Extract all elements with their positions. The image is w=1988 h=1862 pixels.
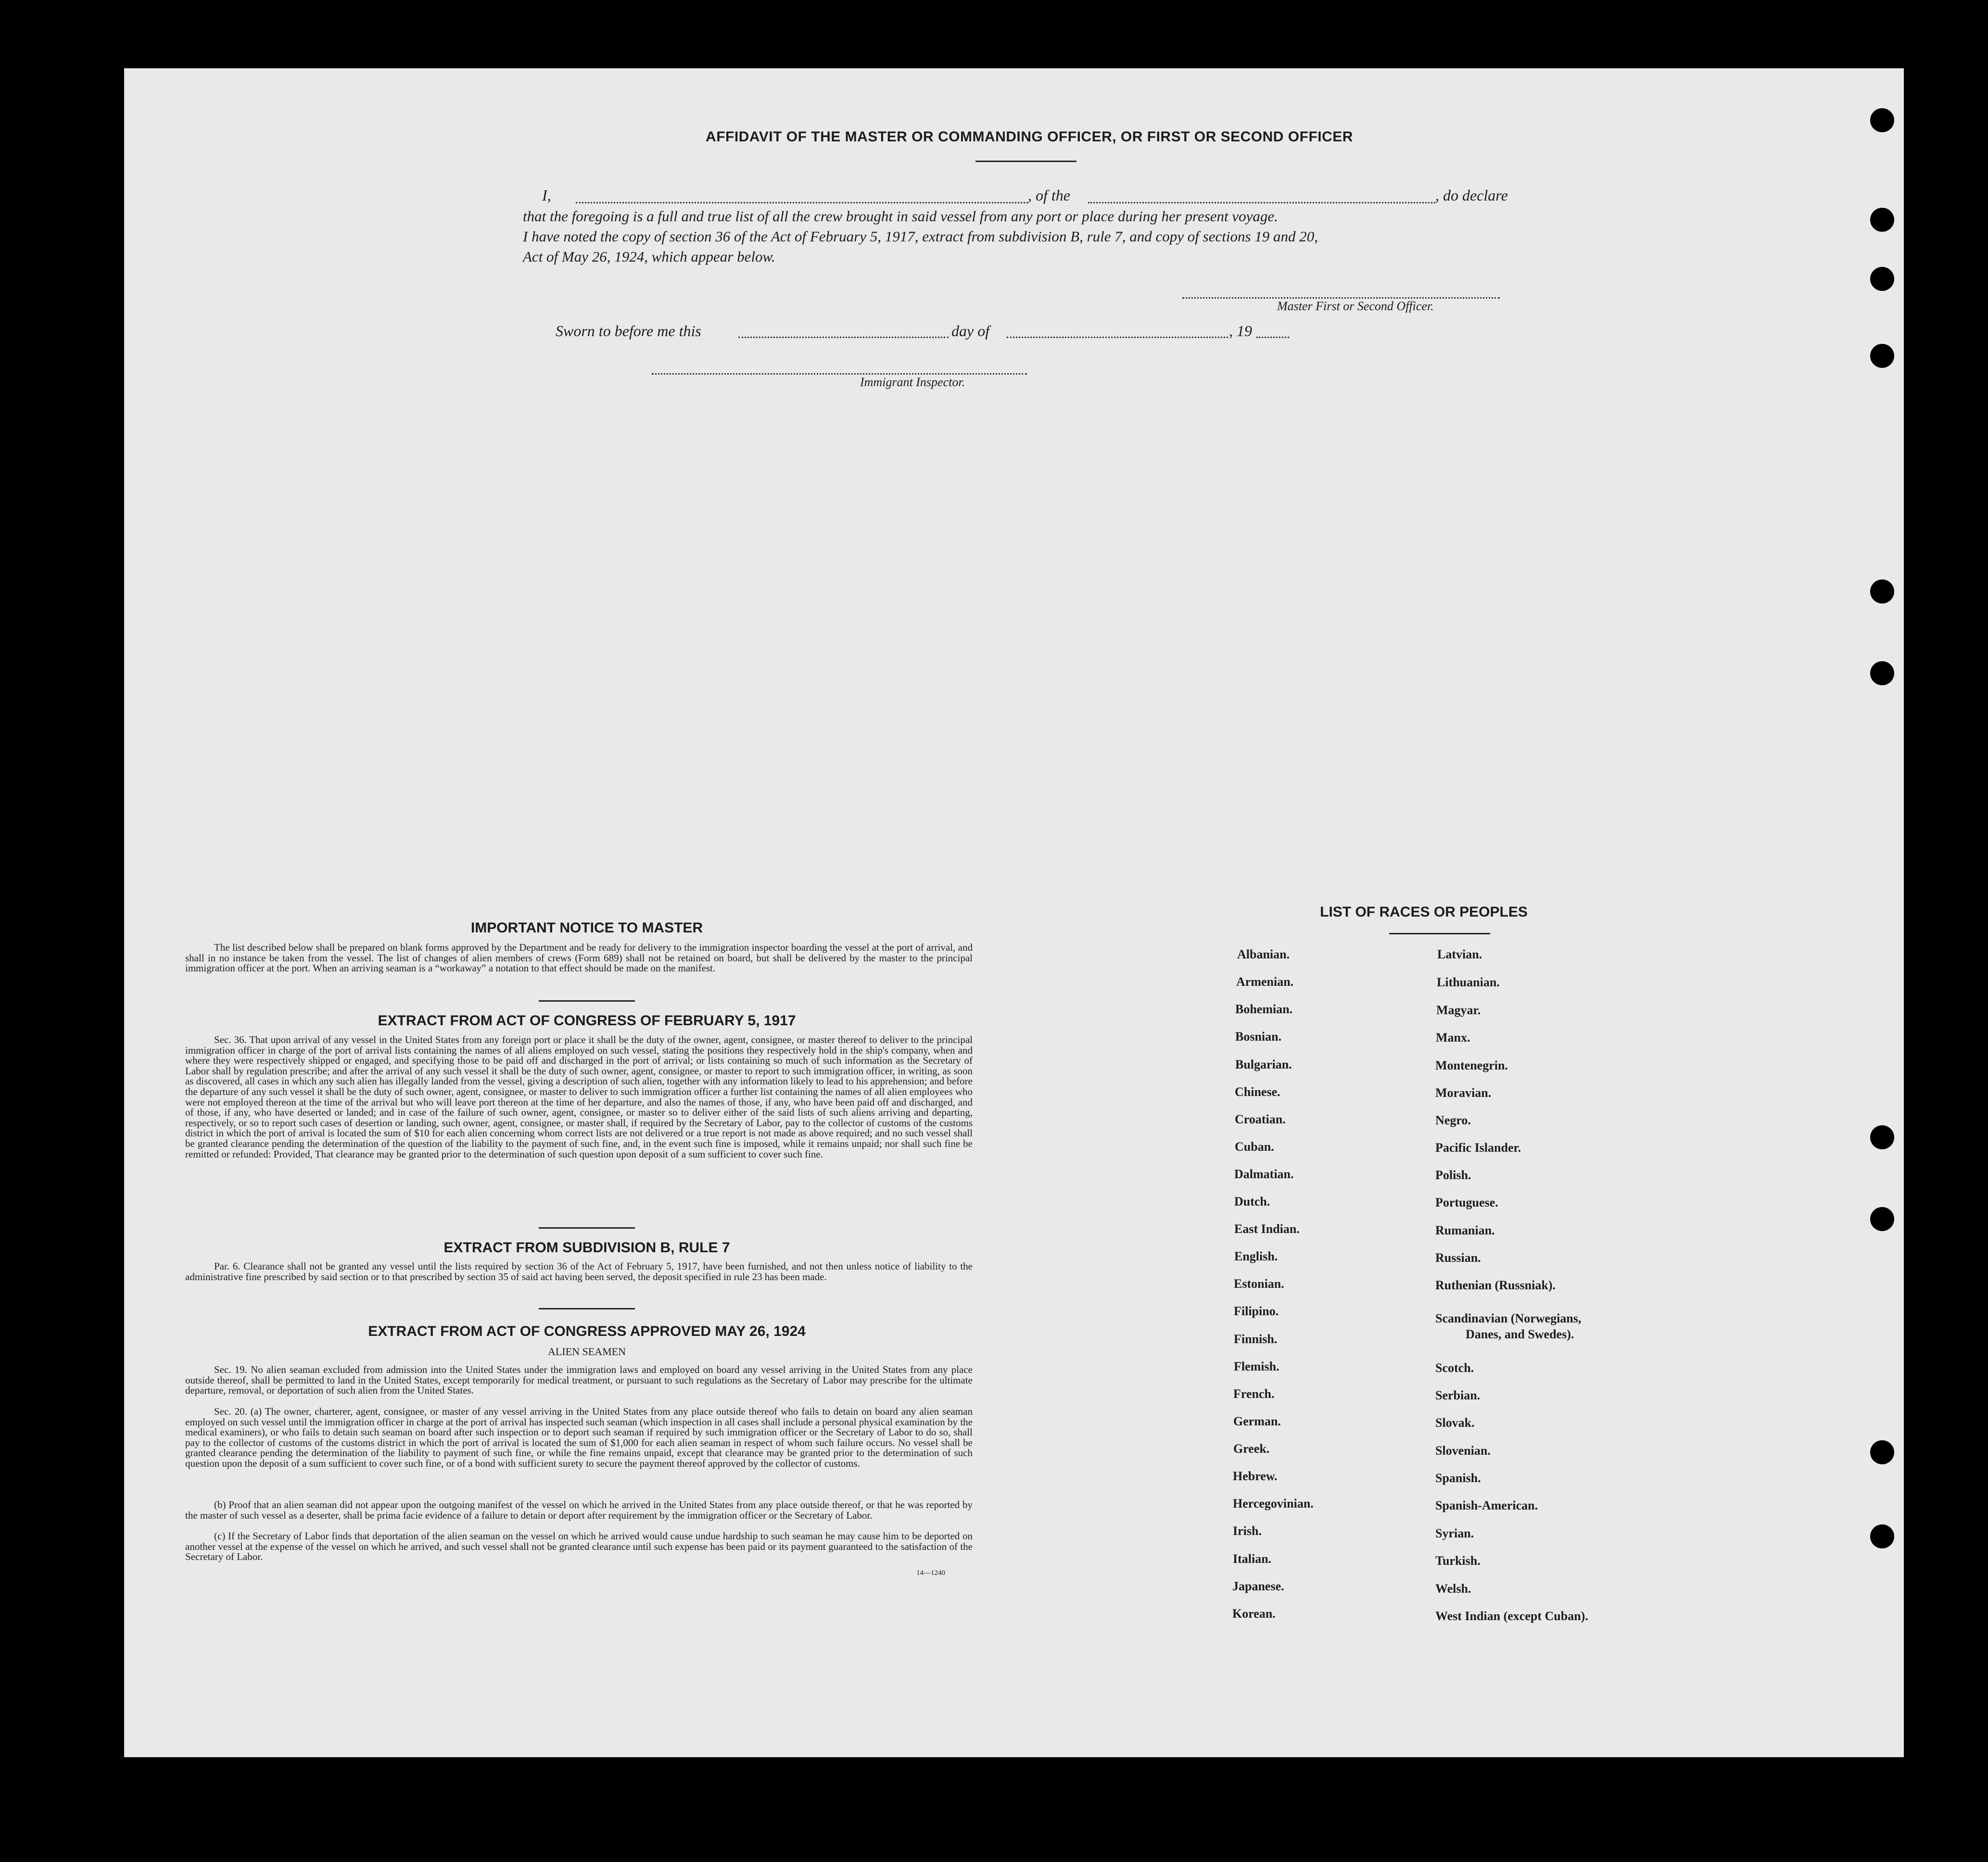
punch-hole xyxy=(1870,1524,1894,1548)
sec-19: Sec. 19. No alien seaman excluded from admission into the United States under the immigration laws and employed on board any vessel arriving in the United States from any place outside thereof, shall be permitted to land in the United States, except temporarily for medical treatment, or pursuant to such regulations as the Secretary of Labor may prescribe for the ultimate departure, removal, or deportation of such alien from the United States. xyxy=(185,1364,973,1396)
race-right-item: Rumanian. xyxy=(1435,1223,1495,1237)
notice-title: IMPORTANT NOTICE TO MASTER xyxy=(470,920,703,936)
rule7-body: Par. 6. Clearance shall not be granted any vessel until the lists required by section 36 of the Act of February 5, 1917, have been furnished, and not then unless notice of liability to the administrative fine prescribed by said section or to that prescribed by section 35 of said act having been served, the deposit specified in rule 23 has been made. xyxy=(185,1260,973,1283)
year-label: , 19 xyxy=(1229,322,1252,340)
race-right-item: Pacific Islander. xyxy=(1435,1141,1521,1155)
divider xyxy=(539,1308,635,1309)
name-blank[interactable] xyxy=(576,202,1028,203)
race-left-item: Finnish. xyxy=(1234,1332,1278,1346)
race-right-item: Turkish. xyxy=(1435,1554,1481,1568)
race-left-item: Hebrew. xyxy=(1233,1469,1278,1483)
affidavit-line-4: Act of May 26, 1924, which appear below. xyxy=(523,248,775,265)
extract-1924-subtitle: ALIEN SEAMEN xyxy=(548,1346,626,1358)
race-right-item: Manx. xyxy=(1436,1031,1470,1044)
race-left-item: Italian. xyxy=(1233,1552,1272,1566)
race-right-item: Montenegrin. xyxy=(1435,1058,1508,1072)
race-right-item: Spanish-American. xyxy=(1435,1498,1538,1512)
race-right-item: Ruthenian (Russniak). xyxy=(1435,1278,1556,1292)
race-left-item: Cuban. xyxy=(1235,1140,1274,1154)
vessel-blank[interactable] xyxy=(1088,202,1435,203)
race-right-item: Scandinavian (Norwegians, xyxy=(1435,1311,1582,1325)
race-left-item: Dutch. xyxy=(1234,1195,1270,1208)
inspector-signature-line[interactable] xyxy=(652,373,1027,375)
race-right-item: Spanish. xyxy=(1435,1471,1481,1485)
race-right-item: Scotch. xyxy=(1435,1361,1474,1375)
month-blank[interactable] xyxy=(1007,337,1228,338)
affidavit-title: AFFIDAVIT OF THE MASTER OR COMMANDING OFFICER, OR FIRST OR SECOND OFFICER xyxy=(706,129,1353,145)
race-right-item: Slovenian. xyxy=(1435,1444,1491,1458)
race-right-item: West Indian (except Cuban). xyxy=(1435,1609,1588,1623)
race-right-item: Danes, and Swedes). xyxy=(1466,1327,1574,1341)
race-right-item: Russian. xyxy=(1435,1251,1481,1265)
race-left-item: Albanian. xyxy=(1237,947,1290,961)
race-left-item: Croatian. xyxy=(1235,1112,1286,1126)
races-title: LIST OF RACES OR PEOPLES xyxy=(1320,904,1528,920)
race-right-item: Latvian. xyxy=(1437,947,1482,961)
race-left-item: Dalmatian. xyxy=(1234,1167,1294,1181)
race-left-item: Estonian. xyxy=(1234,1277,1284,1291)
punch-hole xyxy=(1870,1440,1894,1464)
race-left-item: German. xyxy=(1233,1414,1281,1428)
extract-1917-body: Sec. 36. That upon arrival of any vessel in the United States from any foreign port or place it shall be the duty of the owner, agent, consignee, or master thereof to deliver to the principal immigration officer in charge of the port of arrival lists containing the names of all aliens employed on such vessel, stating the positions they respectively hold in the ship's company, when and where they were respectively shipped or engaged, and specifying those to be paid off and discharged in the port of arrival; or lists containing so much of such information as the Secretary of Labor shall by regulation prescribe; and after the arrival of any such vessel it shall be the duty of such owner, agent, consignee, or master to report to such immigration officer, in writing, as soon as discovered, all cases in which any such alien has illegally landed from the vessel, giving a description of such alien, together with any information likely to lead to his apprehension; and before the departure of any such vessel it shall be the duty of such owner, agent, consignee, or master to deliver to such immigration officer a further list containing the names of all alien employees who were not employed thereon at the time of the arrival but who will leave port thereon at the time of her departure, and also the names of those, if any, who have been paid off and discharged, and of those, if any, who have deserted or landed; and in case of the failure of such owner, agent, consignee, or master so to deliver either of the said lists of such aliens arriving and departing, respectively, or so to report such cases of desertion or landing, such owner, agent, consignee, or master shall, if required by the Secretary of Labor, pay to the collector of customs of the customs district in which the port of arrival is located the sum of $10 for each alien concerning whom correct lists are not delivered or a true report is not made as above required; and no such vessel shall be granted clearance pending the determination of the question of the liability to the payment of such fine, and, in the event such fine is imposed, while it remains unpaid; nor shall such fine be remitted or refunded: Provided, That clearance may be granted prior to the determination of such question upon deposit of a sum sufficient to cover such fine. xyxy=(185,1034,973,1160)
form-number: 14—1240 xyxy=(916,1569,945,1577)
race-left-item: Japanese. xyxy=(1232,1579,1284,1593)
affidavit-i-label: I, xyxy=(542,187,551,204)
punch-hole xyxy=(1870,267,1894,291)
sec-20b: (b) Proof that an alien seaman did not appear upon the outgoing manifest of the vessel on which he arrived in the United States from any place outside thereof, or that he was reported by the master of such vessel as a deserter, shall be prima facie evidence of a failure to detain or deport after requirement by the immigration officer or the Secretary of Labor. xyxy=(185,1499,973,1521)
affidavit-line-2: that the foregoing is a full and true list of all the crew brought in said vessel from any port or place during her present voyage. xyxy=(523,208,1278,225)
divider xyxy=(539,1000,635,1002)
divider xyxy=(539,1227,635,1229)
race-right-item: Polish. xyxy=(1435,1168,1471,1182)
race-left-item: French. xyxy=(1233,1387,1275,1401)
extract-1924-title: EXTRACT FROM ACT OF CONGRESS APPROVED MAY 26, 1924 xyxy=(368,1323,806,1339)
day-of-label: day of xyxy=(951,322,990,340)
rule7-title: EXTRACT FROM SUBDIVISION B, RULE 7 xyxy=(443,1240,730,1256)
sworn-date-blank[interactable] xyxy=(738,337,949,338)
race-right-item: Negro. xyxy=(1435,1113,1471,1127)
race-left-item: Bohemian. xyxy=(1235,1002,1293,1016)
race-left-item: Bosnian. xyxy=(1235,1030,1282,1044)
race-left-item: Bulgarian. xyxy=(1235,1057,1292,1071)
master-signature-label: Master First or Second Officer. xyxy=(1277,299,1434,313)
race-left-item: Chinese. xyxy=(1235,1085,1280,1099)
race-right-item: Portuguese. xyxy=(1435,1195,1498,1209)
sec-20c: (c) If the Secretary of Labor finds that deportation of the alien seaman on the vessel on which he arrived would cause undue hardship to such seaman he may cause him to be deported on another vessel at the expense of the vessel on which he arrived, and such vessel shall not be granted clearance until such expense has been paid or its payment guaranteed to the satisfaction of the Secretary of Labor. xyxy=(185,1530,973,1563)
affidavit-do-declare: , do declare xyxy=(1435,187,1508,204)
punch-hole xyxy=(1870,661,1894,685)
year-blank[interactable] xyxy=(1256,337,1289,338)
race-right-item: Syrian. xyxy=(1435,1526,1474,1540)
inspector-signature-label: Immigrant Inspector. xyxy=(860,375,965,389)
race-left-item: Flemish. xyxy=(1234,1359,1279,1373)
race-left-item: East Indian. xyxy=(1234,1222,1300,1236)
punch-hole xyxy=(1870,208,1894,232)
races-underline xyxy=(1389,933,1490,934)
sec-20a: Sec. 20. (a) The owner, charterer, agent, consignee, or master of any vessel arriving in the United States from any place outside thereof who fails to detain on board any alien seaman employed on such vessel until the immigration officer in charge at the port of arrival has inspected such seaman (which inspection in all cases shall include a personal physical examination by the medical examiners), or who fails to detain such seaman on board after such inspection or to deport such seaman if required by such immigration officer or the Secretary of Labor to do so, shall pay to the collector of customs of the customs district in which the port of arrival is located the sum of $1,000 for each alien seaman in respect of whom such failure occurs. No vessel shall be granted clearance pending the determination of the liability to payment of such fine, or while the fine remains unpaid, except that clearance may be granted prior to the determination of such question upon the deposit of a sum sufficient to cover such fine, or of a bond with sufficient surety to secure the payment thereof approved by the collector of customs. xyxy=(185,1406,973,1469)
race-right-item: Serbian. xyxy=(1435,1388,1481,1402)
race-right-item: Lithuanian. xyxy=(1437,975,1500,989)
punch-hole xyxy=(1870,1207,1894,1231)
punch-hole xyxy=(1870,1125,1894,1149)
race-left-item: Greek. xyxy=(1233,1442,1270,1456)
race-left-item: Armenian. xyxy=(1236,975,1294,989)
title-underline xyxy=(975,161,1076,162)
punch-hole xyxy=(1870,344,1894,368)
race-left-item: Filipino. xyxy=(1234,1304,1279,1318)
race-left-item: English. xyxy=(1234,1249,1278,1263)
affidavit-of-the: , of the xyxy=(1028,187,1070,204)
race-left-item: Irish. xyxy=(1233,1524,1262,1538)
affidavit-line-3: I have noted the copy of section 36 of the Act of February 5, 1917, extract from subdivision B, rule 7, and copy of sections 19 and 20, xyxy=(523,228,1318,245)
sworn-label: Sworn to before me this xyxy=(556,322,701,340)
race-right-item: Slovak. xyxy=(1435,1416,1475,1430)
notice-body: The list described below shall be prepared on blank forms approved by the Department and be ready for delivery to the immigration inspector boarding the vessel at the port of arrival, and shall in no instance be taken from the vessel. The list of changes of alien members of crews (Form 689) shall not be retained on board, but shall be delivered by the master to the principal immigration officer at the port. When an arriving seaman is a “workaway” a notation to that effect should be made on the manifest. xyxy=(185,942,973,974)
race-right-item: Magyar. xyxy=(1436,1003,1481,1017)
race-right-item: Welsh. xyxy=(1435,1582,1471,1596)
race-left-item: Hercegovinian. xyxy=(1233,1497,1314,1510)
punch-hole xyxy=(1870,108,1894,132)
punch-hole xyxy=(1870,579,1894,604)
extract-1917-title: EXTRACT FROM ACT OF CONGRESS OF FEBRUARY 5, 1917 xyxy=(378,1013,796,1029)
race-right-item: Moravian. xyxy=(1435,1086,1492,1100)
master-signature-line[interactable] xyxy=(1182,297,1500,299)
race-left-item: Korean. xyxy=(1232,1607,1276,1621)
